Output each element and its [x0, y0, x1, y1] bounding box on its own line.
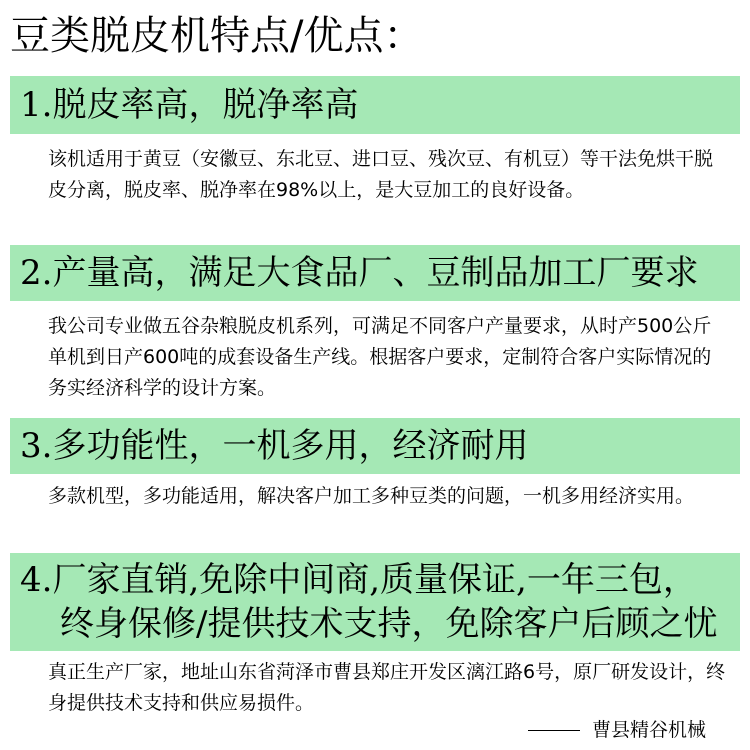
signature-dash — [528, 730, 580, 731]
section-3-heading — [10, 418, 740, 474]
section-2-text: 我公司专业做五谷杂粮脱皮机系列，可满足不同客户产量要求，从时产500公斤单机到日产600吨的成套设备生产线。根据客户要求，定制符合客户实际情况的务实经济科学的设计方案。 — [48, 315, 712, 399]
section-2-heading — [10, 245, 740, 301]
section-4-heading-line1: 4.厂家直销,免除中间商,质量保证,一年三包， — [20, 560, 697, 600]
section-4-text: 真正生产厂家，地址山东省菏泽市曹县郑庄开发区漓江路6号，原厂研发设计，终身提供技术支持和供应易损件。 — [48, 661, 726, 714]
section-1-heading-text: 1.脱皮率高，脱净率高 — [20, 85, 359, 125]
section-4-heading — [10, 553, 740, 651]
section-2-heading-text: 2.产量高，满足大食品厂、豆制品加工厂要求 — [20, 253, 699, 293]
page-title: 豆类脱皮机特点/优点： — [10, 13, 424, 59]
signature — [528, 716, 706, 744]
section-1-heading — [10, 76, 740, 134]
signature-text: 曹县精谷机械 — [591, 719, 706, 741]
section-3-text: 多款机型，多功能适用，解决客户加工多种豆类的问题，一机多用经济实用。 — [48, 485, 695, 507]
section-1-text: 该机适用于黄豆（安徽豆、东北豆、进口豆、残次豆、有机豆）等干法免烘干脱皮分离，脱皮率、脱净率在98%以上，是大豆加工的良好设备。 — [48, 148, 714, 201]
section-4-heading-line2: 终身保修/提供技术支持，免除客户后顾之忧 — [60, 604, 718, 644]
section-3-heading-text: 3.多功能性，一机多用，经济耐用 — [20, 426, 529, 466]
